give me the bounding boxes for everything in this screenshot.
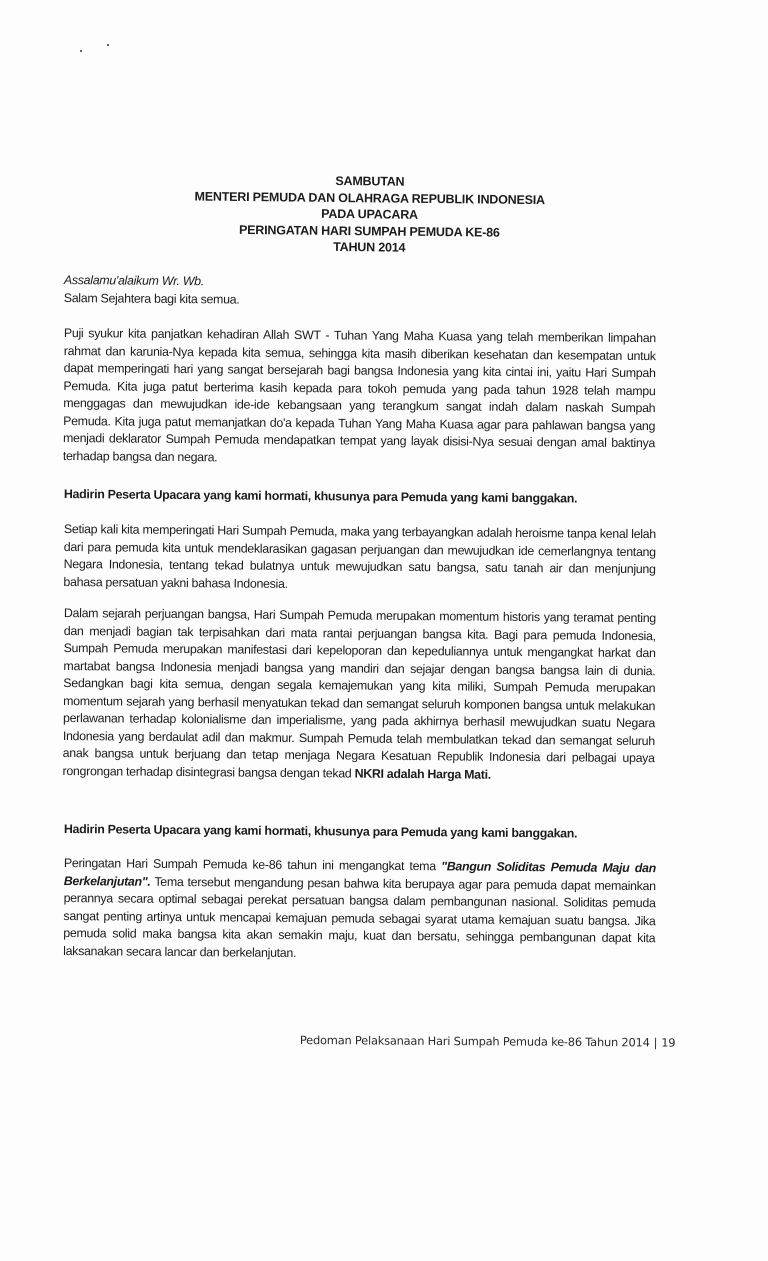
paragraph-1: Puji syukur kita panjatkan kehadiran Allah SWT - Tuhan Yang Maha Kuasa yang telah memberikan limpahan rahmat dan karunia-Nya kepada kita semua, sehingga kita masih diberikan kesehatan dan kesempatan untuk dapat memperingati hari yang sangat bersejarah bagi bangsa Indonesia yang kita cintai ini, yaitu Hari Sumpah Pemuda. Kita juga patut berterima kasih kepada para tokoh pemuda yang pada tahun 1928 telah mampu menggagas dan mewujudkan ide-ide kebangsaan yang terangkum sangat indah dalam naskah Sumpah Pemuda. Kita juga patut memanjatkan do'a kepada Tuhan Yang Maha Kuasa agar para pahlawan bangsa yang menjadi deklarator Sumpah Pemuda mendapatkan tempat yang layak disisi-Nya sesuai dengan amal baktinya terhadap bangsa dan negara.	[62, 325, 656, 464]
title-line-1: SAMBUTAN	[335, 173, 405, 189]
paragraph-4-theme: "Bangun Soliditas Pemuda Maju dan Berkelanjutan".	[63, 859, 656, 889]
greeting	[64, 272, 656, 312]
title-line-4: PERINGATAN HARI SUMPAH PEMUDA KE-86	[239, 222, 500, 240]
paragraph-2: Setiap kali kita memperingati Hari Sumpah Pemuda, maka yang terbayangkan adalah heroisme tanpa kenal lelah dari para pemuda kita untuk mendeklarasikan gagasan perjuangan dan mewujudkan ide cemerlangnya tentang Negara Indonesia, tentang tekad bulatnya untuk mewujudkan satu bangsa, satu tanah air dan menjunjung bahasa persatuan yakni bahasa Indonesia.	[63, 521, 656, 591]
paragraph-3	[62, 605, 656, 785]
paragraph-4-rest: Tema tersebut mengandung pesan bahwa kita berupaya agar para pemuda dapat memainkan perannya secara optimal sebagai perekat persatuan bangsa dalam pembangunan nasional. Soliditas pemuda sangat penting artinya untuk mencapai kemajuan pemuda sebagai syarat utama kemajuan suatu bangsa. Jika pemuda solid maka bangsa kita akan semakin maju, kuat dan bersatu, sehingga pembangunan dapat kita laksanakan secara lancar dan berkelanjutan.	[63, 874, 656, 960]
paragraph-4-intro: Peringatan Hari Sumpah Pemuda ke-86 tahun ini mengangkat tema	[63, 855, 436, 874]
document-title	[149, 171, 590, 258]
greeting-salam-2: Salam Sejahtera bagi kita semua.	[63, 290, 240, 307]
paragraph-3-text: Dalam sejarah perjuangan bangsa, Hari Sumpah Pemuda merupakan momentum historis yang teramat penting dan menjadi bagian tak terpisahkan dari mata rantai perjuangan bangsa kita. Bagi para pemuda Indonesia, Sumpah Pemuda merupakan manifestasi dari kepeloporan dan kepeduliannya untuk mengangkat harkat dan martabat bangsa Indonesia menjadi bangsa yang mandiri dan sejajar dengan bangsa bangsa lain di dunia. Sedangkan bagi kita semua, dengan segala kemajemukan yang kita miliki, Sumpah Pemuda merupakan momentum sejarah yang berhasil menyatukan tekad dan semangat seluruh komponen bangsa untuk melakukan perlawanan terhadap kolonialisme dan imperialisme, yang pada akhirnya berhasil mewujudkan suatu Negara Indonesia yang berdaulat adil dan makmur. Sumpah Pemuda telah membulatkan tekad dan semangat seluruh anak bangsa untuk berjuang dan tetap menjaga Negara Kesatuan Republik Indonesia dari pelbagai upaya rongrongan terhadap disintegrasi bangsa dengan tekad	[62, 605, 656, 781]
scan-speck	[80, 50, 82, 52]
paragraph-4	[63, 855, 656, 965]
footer-label: Pedoman Pelaksanaan Hari Sumpah Pemuda ke-86 Tahun 2014	[299, 1033, 650, 1050]
paragraph-3-emphasis: NKRI adalah Harga Mati.	[354, 766, 491, 782]
page-footer	[299, 1033, 676, 1050]
footer-separator: |	[653, 1035, 658, 1050]
title-line-3: PADA UPACARA	[321, 206, 418, 222]
greeting-salam-1: Assalamu'alaikum Wr. Wb.	[63, 272, 204, 289]
title-line-5: TAHUN 2014	[333, 239, 406, 255]
title-line-2: MENTERI PEMUDA DAN OLAHRAGA REPUBLIK INDONESIA	[194, 188, 545, 207]
page-number: 19	[661, 1035, 676, 1050]
section-heading-1: Hadirin Peserta Upacara yang kami hormati, khusunya para Pemuda yang kami banggakan.	[63, 486, 578, 506]
scan-speck	[107, 44, 109, 46]
section-heading-2: Hadirin Peserta Upacara yang kami hormati, khusunya para Pemuda yang kami banggakan.	[63, 821, 578, 841]
